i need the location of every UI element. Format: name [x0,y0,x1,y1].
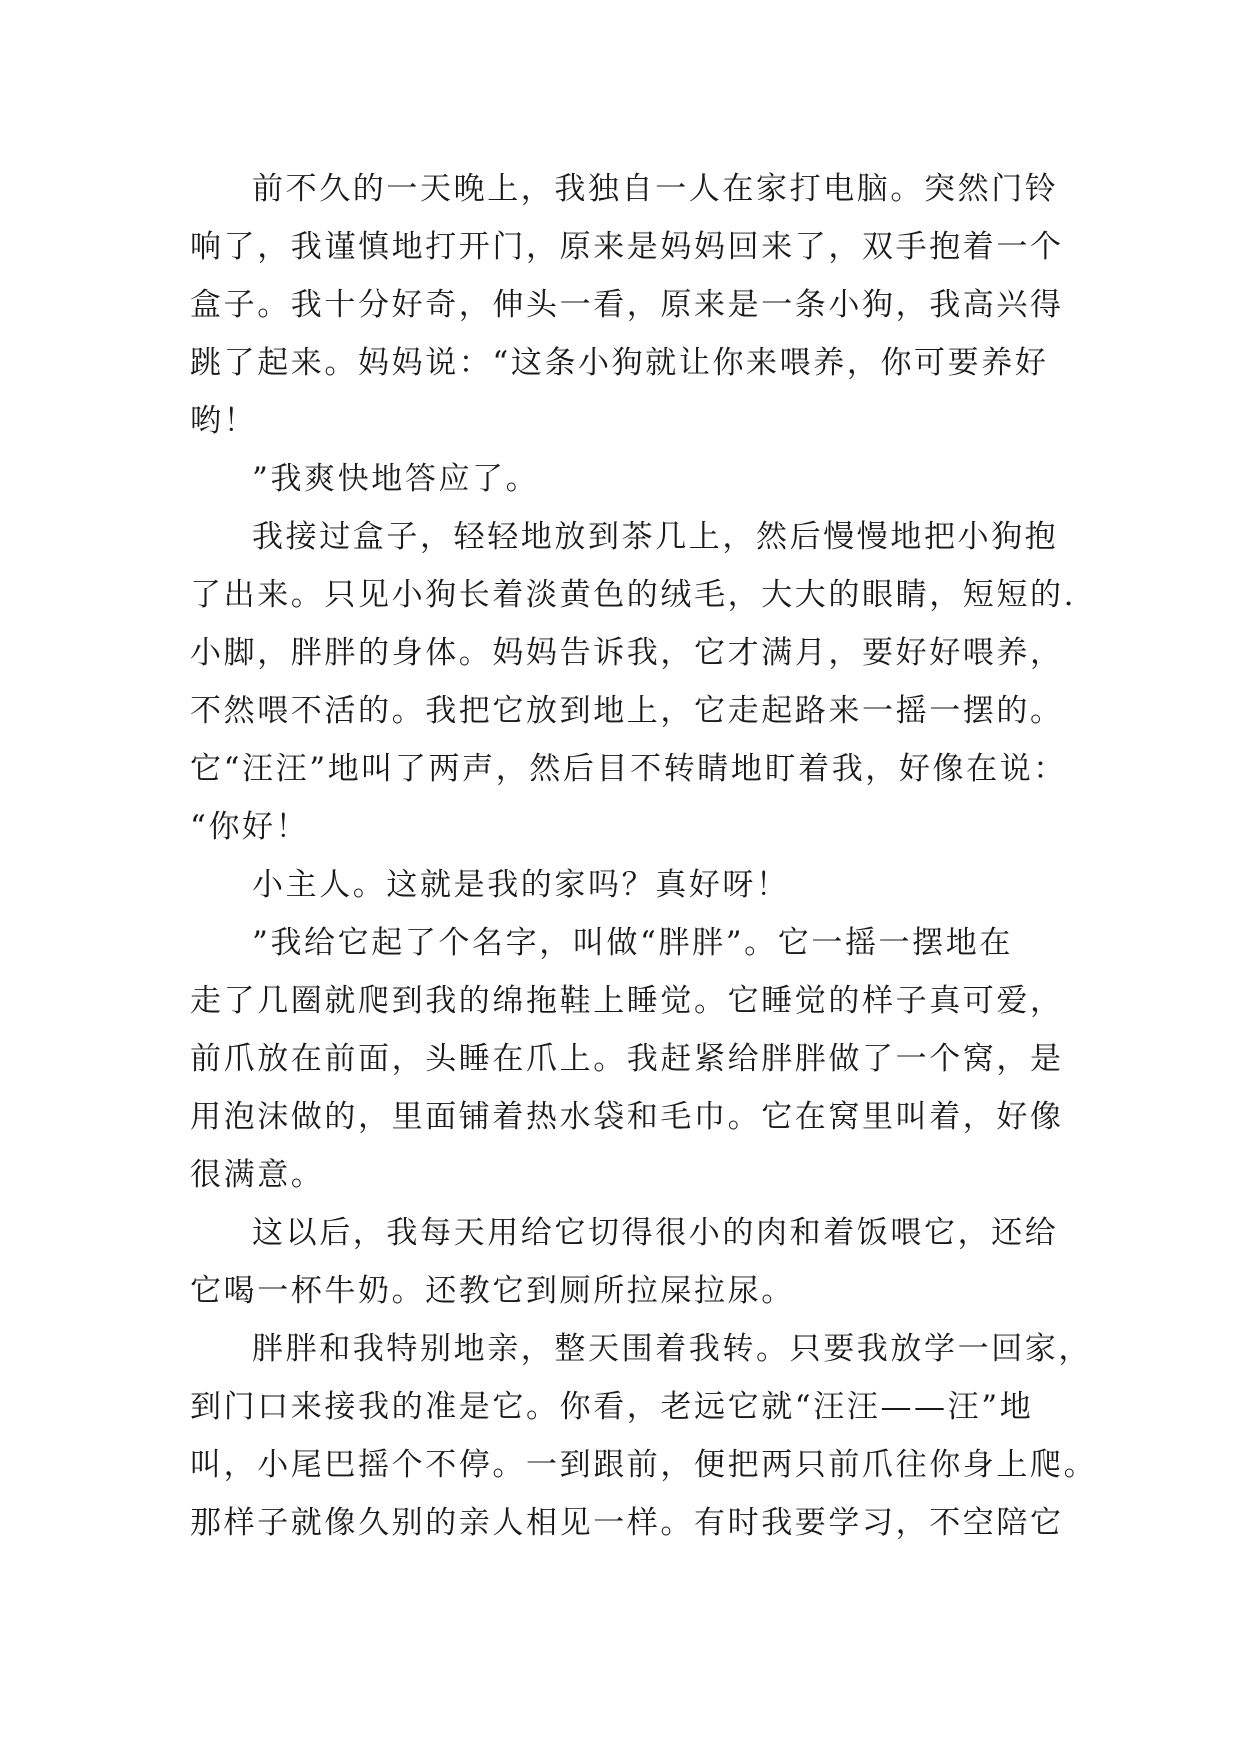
text-line: 不然喂不活的。我把它放到地上，它走起路来一摇一摆的。 [190,693,1064,729]
text-line: 走了几圈就爬到我的绵拖鞋上睡觉。它睡觉的样子真可爱， [190,983,1064,1019]
text-line: 到门口来接我的准是它。你看，老远它就“汪汪——汪”地 [190,1389,1034,1425]
text-line: 盒子。我十分好奇，伸头一看，原来是一条小狗，我高兴得 [190,287,1064,323]
text-line: 前爪放在前面，头睡在爪上。我赶紧给胖胖做了一个窝，是 [190,1041,1064,1077]
text-line: 我接过盒子，轻轻地放到茶几上，然后慢慢地把小狗抱 [252,519,1059,555]
text-line: 它喝一杯牛奶。还教它到厕所拉屎拉尿。 [190,1273,795,1309]
text-line: 那样子就像久别的亲人相见一样。有时我要学习，不空陪它 [190,1505,1064,1541]
text-line: 了出来。只见小狗长着淡黄色的绒毛，大大的眼睛，短短的. [190,577,1077,613]
text-line: 叫，小尾巴摇个不停。一到跟前，便把两只前爪往你身上爬。 [190,1447,1098,1483]
body-text [190,160,1098,1552]
text-line: 胖胖和我特别地亲，整天围着我转。只要我放学一回家， [252,1331,1092,1367]
text-line: ”我爽快地答应了。 [252,461,540,497]
text-line: 用泡沫做的，里面铺着热水袋和毛巾。它在窝里叫着，好像 [190,1099,1064,1135]
text-line: 很满意。 [190,1157,325,1193]
text-line: 跳了起来。妈妈说：“这条小狗就让你来喂养，你可要养好 [190,345,1049,381]
text-line: “你好！ [190,809,310,845]
text-line: 响了，我谨慎地打开门，原来是妈妈回来了，双手抱着一个 [190,229,1064,265]
text-line: 前不久的一天晚上，我独自一人在家打电脑。突然门铃 [252,171,1059,207]
text-line: 这以后，我每天用给它切得很小的肉和着饭喂它，还给 [252,1215,1059,1251]
text-line: 小主人。这就是我的家吗？真好呀！ [252,867,790,903]
text-line: 小脚，胖胖的身体。妈妈告诉我，它才满月，要好好喂养， [190,635,1064,671]
text-line: 哟！ [190,403,258,439]
text-line: ”我给它起了个名字，叫做“胖胖”。它一摇一摆地在 [252,925,1013,961]
text-line: 它“汪汪”地叫了两声，然后目不转睛地盯着我，好像在说： [190,751,1067,787]
